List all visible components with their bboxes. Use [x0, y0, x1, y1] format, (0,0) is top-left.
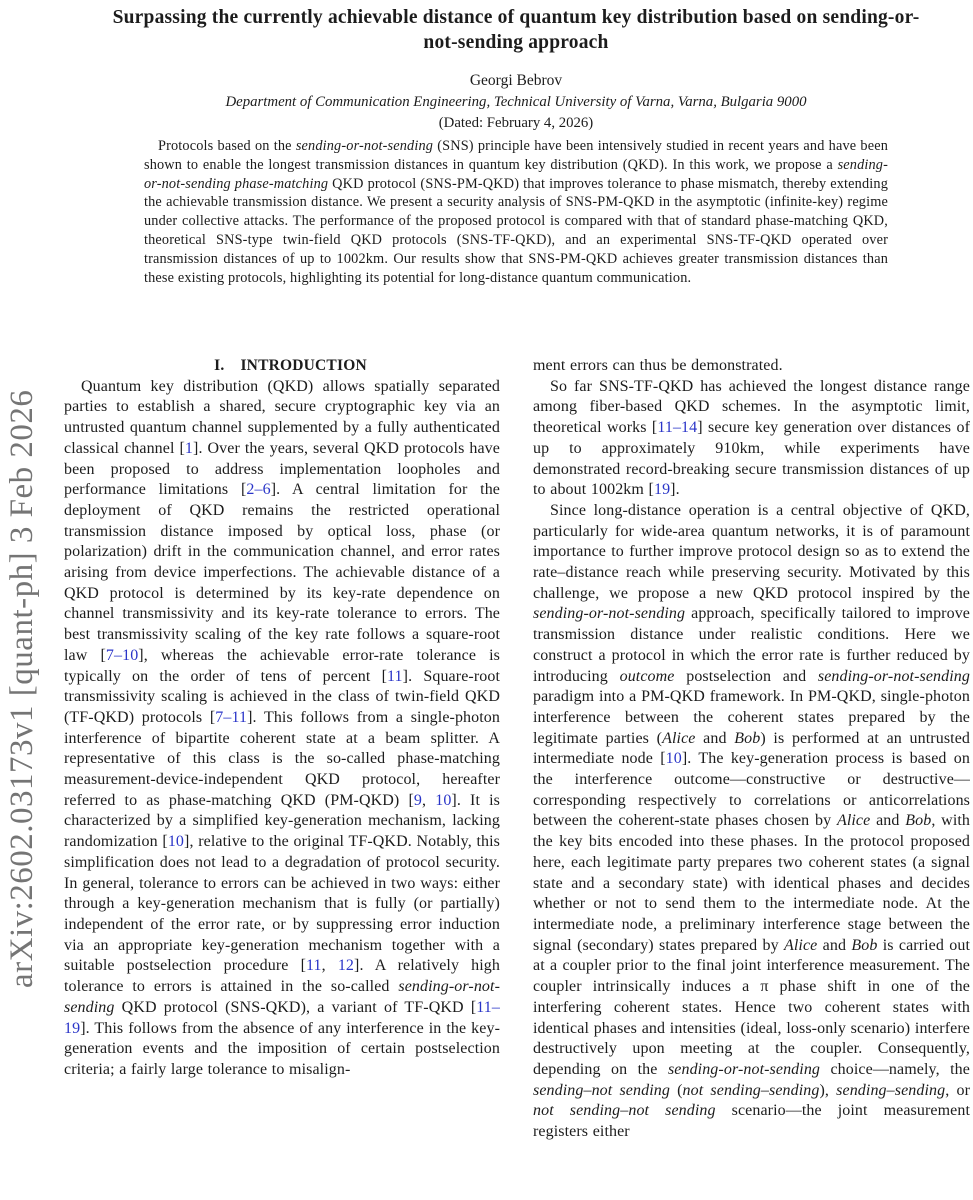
citation-link[interactable]: 10 [665, 750, 682, 768]
citation-link[interactable]: 11 [387, 667, 403, 685]
paragraph [533, 501, 970, 1143]
citation-link[interactable]: 7–10 [105, 646, 139, 664]
italic-text: sending–sending [836, 1081, 946, 1099]
text-run: ( [669, 1081, 683, 1099]
italic-text: sending-or-not-sending [64, 978, 500, 1016]
paper-header [64, 6, 968, 132]
citation-link[interactable]: 11 [306, 957, 322, 975]
text-run: , or [945, 1081, 970, 1099]
citation-link[interactable]: 10 [167, 833, 185, 851]
paragraph [64, 377, 500, 1081]
text-run: QKD protocol (SNS-QKD), a variant of TF-QKD [ [114, 998, 477, 1016]
text-run: So far SNS-TF-QKD has achieved the longest distance range among fiber-based QKD schemes. In the asymptotic limit, theoretical works [ [533, 377, 970, 437]
text-run: ment errors can thus be demonstrated. [533, 357, 783, 374]
text-run: , [321, 957, 338, 975]
author-name: Georgi Bebrov [469, 72, 563, 89]
text-run: ]. A central limitation for the deployment of QKD remains the restricted operational transmission distance imposed by optical loss, phase (or polarization) drift in the communication channel, and error rates arising from device imperfections. The achievable distance of a QKD protocol is determined by its key-rate dependence on channel transmissivity and its key-rate tolerance to errors. The best transmissivity scaling of the key rate follows a square-root law [ [64, 481, 500, 664]
text-run: Protocols based on the [158, 138, 296, 154]
text-run: QKD protocol (SNS-PM-QKD) that improves tolerance to phase mismatch, thereby extending the achievable transmission distance. We present a security analysis of SNS-PM-QKD in the asymptotic (infinite-key) regime under collective attacks. The performance of the proposed protocol is compared with that of standard phase-matching QKD, theoretical SNS-type twin-field QKD protocols (SNS-TF-QKD), and an experimental SNS-TF-QKD operated over transmission distances of up to 1002km. Our results show that SNS-PM-QKD achieves greater transmission distances than these existing protocols, highlighting its potential for long-distance quantum communication. [144, 175, 888, 286]
arxiv-watermark: arXiv:2602.03173v1 [quant-ph] 3 Feb 2026 [4, 389, 40, 988]
text-run: , [422, 791, 436, 809]
text-run: Quantum key distribution (QKD) allows spatially separated parties to establish a shared, secure cryptographic key via an untrusted quantum channel supplemented by a fully authenticated classical channel [ [64, 377, 500, 457]
text-run: and [695, 729, 735, 747]
italic-text: sending-or-not-sending [817, 667, 970, 685]
paragraph [533, 356, 970, 377]
text-run: ]. The key-generation process is based on the interference outcome—constructive or destructive—corresponding respectively to correlations or anticorrelations between the coherent-state phases chosen by [533, 750, 970, 830]
text-run: Since long-distance operation is a central objective of QKD, particularly for wide-area quantum networks, it is of paramount importance to further improve protocol design so as to extend the rate–distance reach while preserving security. Motivated by this challenge, we propose a new QKD protocol inspired by the [533, 501, 970, 602]
text-run: choice—namely, the [820, 1060, 970, 1078]
paragraph [533, 377, 970, 501]
text-run: ) is performed at an untrusted intermediate node [ [533, 729, 970, 768]
text-run: ]. This follows from the absence of any interference in the key-generation events and the imposition of certain postselection criteria; a fairly large tolerance to misalign- [64, 1019, 500, 1078]
citation-link[interactable]: 2–6 [246, 481, 271, 499]
italic-text: Bob [851, 936, 878, 954]
citation-link[interactable]: 10 [435, 791, 452, 809]
text-run: , with the key bits encoded into these phases. In the protocol proposed here, each legitimate party prepares two coherent states (a signal state and a secondary state) with identical phases and decides whether or not to send them to the intermediate node. At the intermediate node, a preliminary interference stage between the signal (secondary) states prepared by [533, 812, 970, 954]
italic-text: sending-or-not-sending phase-matching [144, 156, 888, 192]
text-run: scenario—the joint measurement registers either [533, 1102, 970, 1141]
text-run: is carried out at a coupler prior to the final joint interference measurement. The coupler intrinsically induces a π phase shift in one of the interfering coherent states. Hence two coherent states with identical phases and intensities (ideal, loss-only scenario) interfere destructively upon meeting at the coupler. Consequently, depending on the [533, 936, 970, 1078]
citation-link[interactable]: 19 [653, 481, 671, 499]
citation-link[interactable]: 11–14 [657, 419, 698, 437]
text-run: postselection and [674, 667, 818, 685]
text-run: ]. This follows from a single-photon interference of bipartite coherent state at a beam splitter. A representative of this class is the so-called phase-matching measurement-device-independent QKD protocol, hereafter referred to as phase-matching QKD (PM-QKD) [ [64, 708, 500, 809]
citation-link[interactable]: 1 [184, 439, 194, 457]
text-run: ]. Over the years, several QKD protocols have been proposed to address implementation loopholes and performance limitations [ [64, 439, 500, 499]
date-line: (Dated: February 4, 2026) [438, 115, 594, 131]
text-run: ]. A relatively high tolerance to errors is attained in the so-called [64, 957, 500, 996]
author-affiliation: Department of Communication Engineering, Technical University of Varna, Varna, Bulgaria 9000 [225, 94, 807, 110]
abstract [144, 137, 888, 287]
italic-text: not sending–not sending [533, 1102, 716, 1120]
citation-link[interactable]: 9 [413, 791, 422, 809]
citation-link[interactable]: 11–19 [64, 998, 500, 1037]
section-heading-introduction [64, 356, 500, 377]
text-run: and [870, 812, 906, 830]
text-run: ] secure key generation over distances of up to approximately 910km, while experiments have demonstrated record-breaking secure transmission distances of up to about 1002km [ [533, 419, 970, 499]
italic-text: not sending–sending [682, 1081, 820, 1099]
italic-text: Alice [836, 812, 871, 830]
text-run: paradigm into a PM-QKD framework. In PM-QKD, single-photon interference between the coherent states prepared by the legitimate parties ( [533, 688, 970, 747]
italic-text: sending–not sending [533, 1081, 670, 1099]
italic-text: sending-or-not-sending [295, 138, 434, 154]
text-run: (SNS) principle have been intensively studied in recent years and have been shown to enable the longest transmission distances in quantum key distribution (QKD). In this work, we propose a [144, 138, 888, 173]
section-title: INTRODUCTION [240, 357, 367, 374]
italic-text: sending-or-not-sending [533, 605, 686, 623]
text-run: and [817, 936, 852, 954]
text-run: ], whereas the achievable error-rate tolerance is typically on the order of tens of percent [ [64, 646, 500, 685]
text-run: ]. [670, 481, 680, 499]
italic-text: Alice [662, 729, 696, 747]
section-number: I. [214, 357, 225, 374]
left-column [64, 356, 500, 1200]
citation-link[interactable]: 7–11 [215, 708, 248, 726]
italic-text: outcome [619, 667, 675, 685]
italic-text: Alice [783, 936, 818, 954]
italic-text: Bob [734, 729, 761, 747]
text-run: ]. Square-root transmissivity scaling is achieved in the class of twin-field QKD (TF-QKD) protocols [ [64, 667, 500, 726]
text-run: ], relative to the original TF-QKD. Notably, this simplification does not lead to a degradation of protocol security. In general, tolerance to errors can be achieved in two ways: either through a key-generation mechanism that is fully (or partially) independent of the error rate, or by suppressing error induction via an appropriate key-generation mechanism together with a suitable postselection procedure [ [64, 833, 500, 975]
text-run: ), [819, 1081, 837, 1099]
right-column [533, 356, 970, 1200]
text-run: approach, specifically tailored to improve transmission distance under realistic conditions. Here we construct a protocol in which the error rate is further reduced by introducing [533, 605, 970, 685]
italic-text: Bob [905, 812, 932, 830]
citation-link[interactable]: 12 [337, 957, 355, 975]
paper-title: Surpassing the currently achievable distance of quantum key distribution based on sending-or-not-sending approach [112, 7, 920, 53]
italic-text: sending-or-not-sending [667, 1060, 821, 1078]
text-run: ]. It is characterized by a simplified key-generation mechanism, lacking randomization [ [64, 791, 500, 851]
